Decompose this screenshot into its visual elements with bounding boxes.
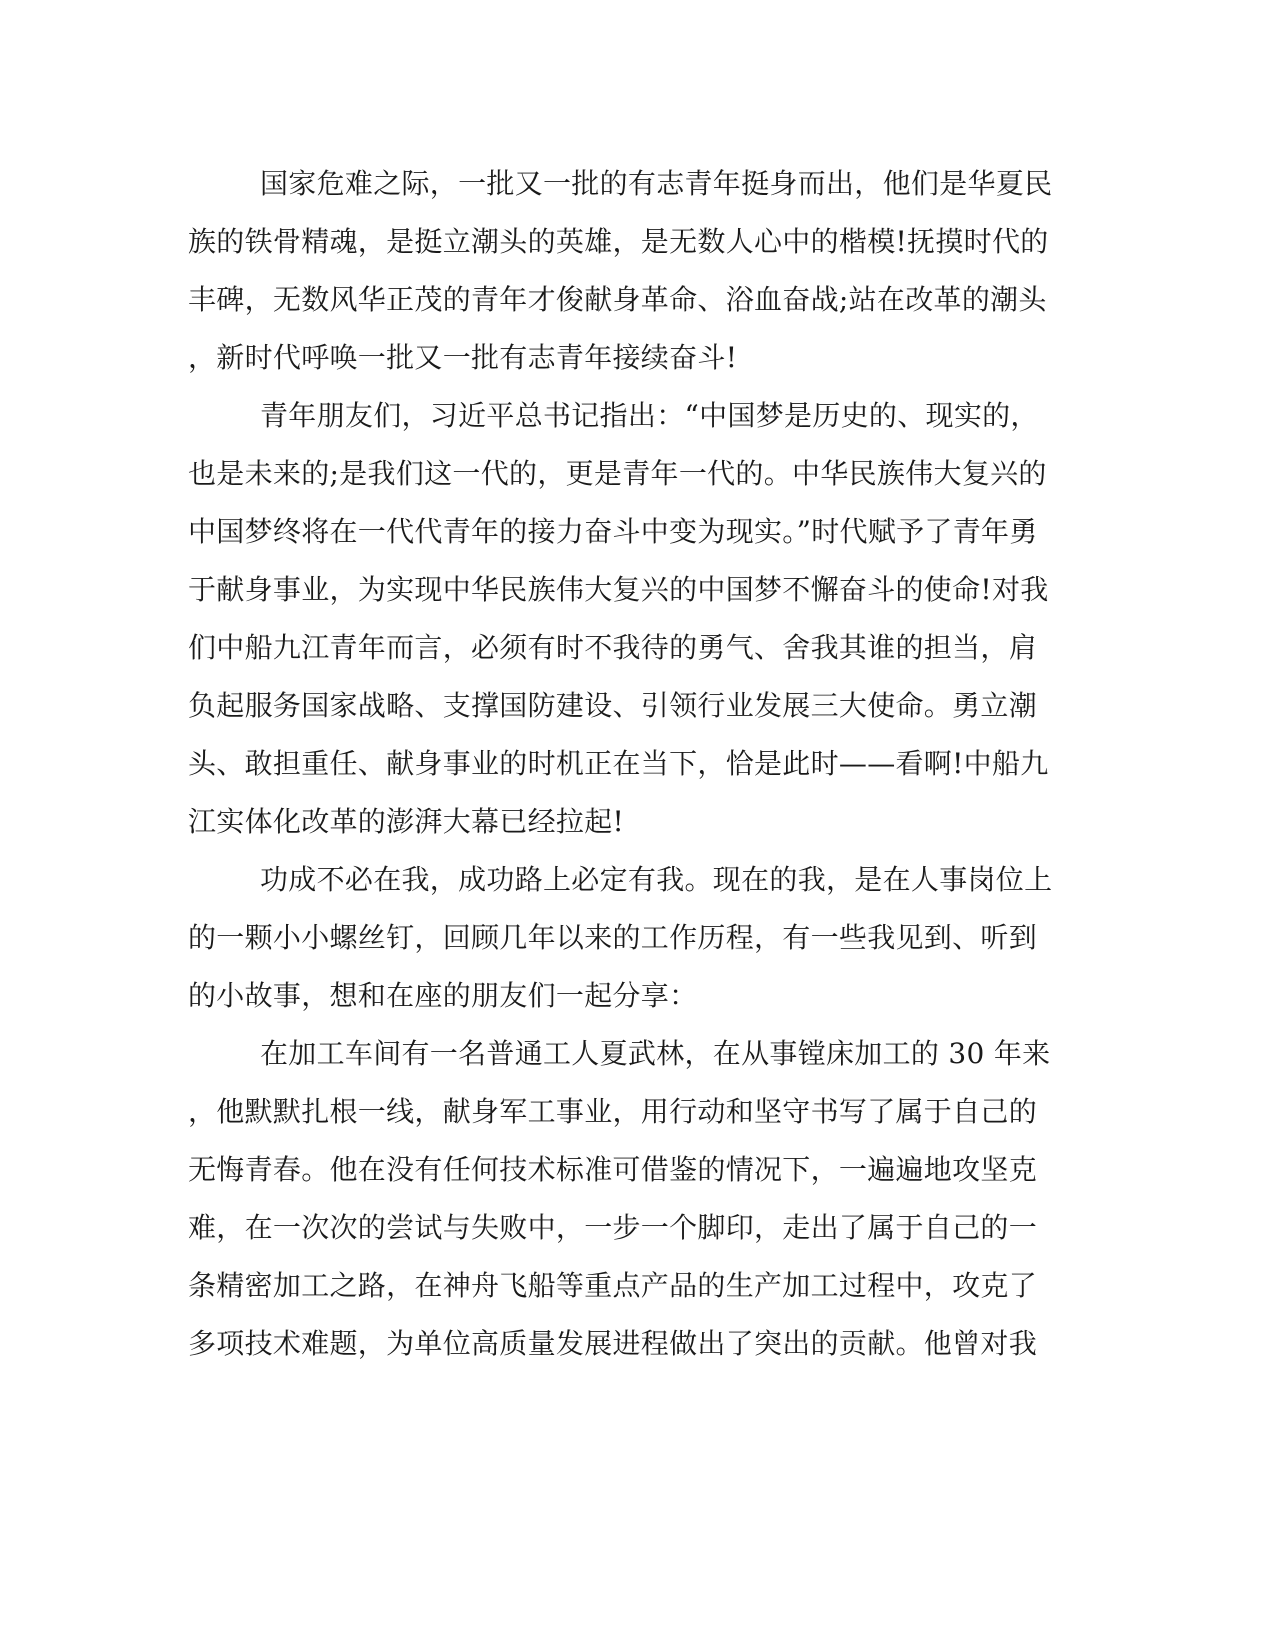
text-line: 的小故事，想和在座的朋友们一起分享： xyxy=(188,979,698,1012)
text-line: 中国梦终将在一代代青年的接力奋斗中变为现实。”时代赋予了青年勇 xyxy=(188,515,1038,548)
text-line: 国家危难之际，一批又一批的有志青年挺身而出，他们是华夏民 xyxy=(260,167,1053,200)
text-line: 的一颗小小螺丝钉，回顾几年以来的工作历程，有一些我见到、听到 xyxy=(188,921,1038,954)
text-line: 多项技术难题，为单位高质量发展进程做出了突出的贡献。他曾对我 xyxy=(188,1327,1038,1360)
text-line: 于献身事业，为实现中华民族伟大复兴的中国梦不懈奋斗的使命!对我 xyxy=(188,573,1049,606)
text-line: 也是未来的;是我们这一代的，更是青年一代的。中华民族伟大复兴的 xyxy=(188,457,1047,490)
text-line: 功成不必在我，成功路上必定有我。现在的我，是在人事岗位上 xyxy=(260,863,1053,896)
text-line: 负起服务国家战略、支撑国防建设、引领行业发展三大使命。勇立潮 xyxy=(188,689,1038,722)
text-line: 江实体化改革的澎湃大幕已经拉起! xyxy=(188,805,625,838)
text-line: 们中船九江青年而言，必须有时不我待的勇气、舍我其谁的担当，肩 xyxy=(188,631,1038,664)
text-line: 难，在一次次的尝试与失败中，一步一个脚印，走出了属于自己的一 xyxy=(188,1211,1038,1244)
text-line: ，新时代呼唤一批又一批有志青年接续奋斗! xyxy=(188,341,738,374)
text-line: 条精密加工之路，在神舟飞船等重点产品的生产加工过程中，攻克了 xyxy=(188,1269,1038,1302)
text-line: 在加工车间有一名普通工人夏武林，在从事镗床加工的 30 年来 xyxy=(260,1037,1051,1070)
text-line: 头、敢担重任、献身事业的时机正在当下，恰是此时——看啊!中船九 xyxy=(188,747,1049,780)
text-line: 丰碑，无数风华正茂的青年才俊献身革命、浴血奋战;站在改革的潮头 xyxy=(188,283,1047,316)
text-line: 青年朋友们，习近平总书记指出：“中国梦是历史的、现实的， xyxy=(260,399,1039,432)
text-line: ，他默默扎根一线，献身军工事业，用行动和坚守书写了属于自己的 xyxy=(188,1095,1038,1128)
text-line: 无悔青春。他在没有任何技术标准可借鉴的情况下，一遍遍地攻坚克 xyxy=(188,1153,1038,1186)
text-line: 族的铁骨精魂，是挺立潮头的英雄，是无数人心中的楷模!抚摸时代的 xyxy=(188,225,1049,258)
